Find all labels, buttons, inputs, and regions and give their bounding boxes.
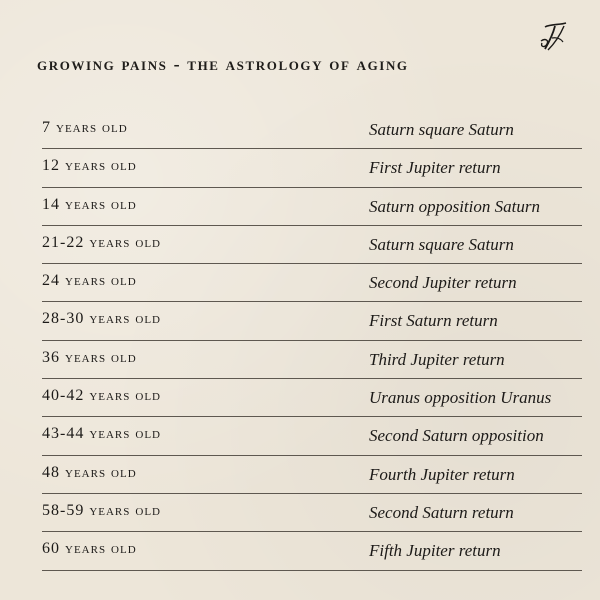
- event-label: Fifth Jupiter return: [369, 541, 501, 561]
- row-divider: [42, 416, 582, 417]
- event-label: Second Saturn return: [369, 502, 514, 522]
- age-label: 43-44 years old: [42, 425, 161, 443]
- table-row: [42, 533, 582, 571]
- event-label: Uranus opposition Uranus: [369, 388, 552, 408]
- event-label: Saturn square Saturn: [369, 234, 514, 254]
- monogram-logo-icon: [536, 20, 570, 54]
- row-divider: [42, 378, 582, 379]
- age-label: 28-30 years old: [42, 310, 161, 328]
- row-divider: [42, 187, 582, 188]
- event-label: Second Jupiter return: [369, 273, 517, 293]
- event-label: First Saturn return: [369, 311, 498, 331]
- row-divider: [42, 570, 582, 571]
- row-divider: [42, 148, 582, 149]
- table-row: [42, 495, 582, 533]
- event-label: Third Jupiter return: [369, 349, 505, 369]
- event-label: First Jupiter return: [369, 158, 501, 178]
- event-label: Second Saturn opposition: [369, 426, 544, 446]
- row-divider: [42, 263, 582, 264]
- row-divider: [42, 340, 582, 341]
- age-label: 36 years old: [42, 348, 137, 366]
- table-row: [42, 112, 582, 150]
- table-row: [42, 227, 582, 265]
- age-label: 14 years old: [42, 195, 137, 213]
- table-row: [42, 189, 582, 227]
- age-label: 7 years old: [42, 119, 128, 136]
- table-row: [42, 303, 582, 341]
- row-divider: [42, 301, 582, 302]
- table-row: [42, 150, 582, 188]
- event-label: Fourth Jupiter return: [369, 464, 515, 484]
- table-row: [42, 457, 582, 495]
- age-table: [42, 112, 582, 572]
- age-label: 40-42 years old: [42, 387, 161, 405]
- age-label: 12 years old: [42, 157, 137, 175]
- age-label: 60 years old: [42, 540, 137, 558]
- table-row: [42, 265, 582, 303]
- table-row: [42, 380, 582, 418]
- age-label: 58-59 years old: [42, 501, 161, 519]
- page-title: growing pains - the astrology of aging: [37, 54, 409, 74]
- age-label: 24 years old: [42, 272, 137, 290]
- row-divider: [42, 225, 582, 226]
- table-row: [42, 342, 582, 380]
- row-divider: [42, 455, 582, 456]
- row-divider: [42, 531, 582, 532]
- event-label: Saturn square Saturn: [369, 120, 514, 139]
- event-label: Saturn opposition Saturn: [369, 196, 540, 216]
- table-row: [42, 418, 582, 456]
- age-label: 48 years old: [42, 463, 137, 481]
- row-divider: [42, 493, 582, 494]
- age-label: 21-22 years old: [42, 233, 161, 251]
